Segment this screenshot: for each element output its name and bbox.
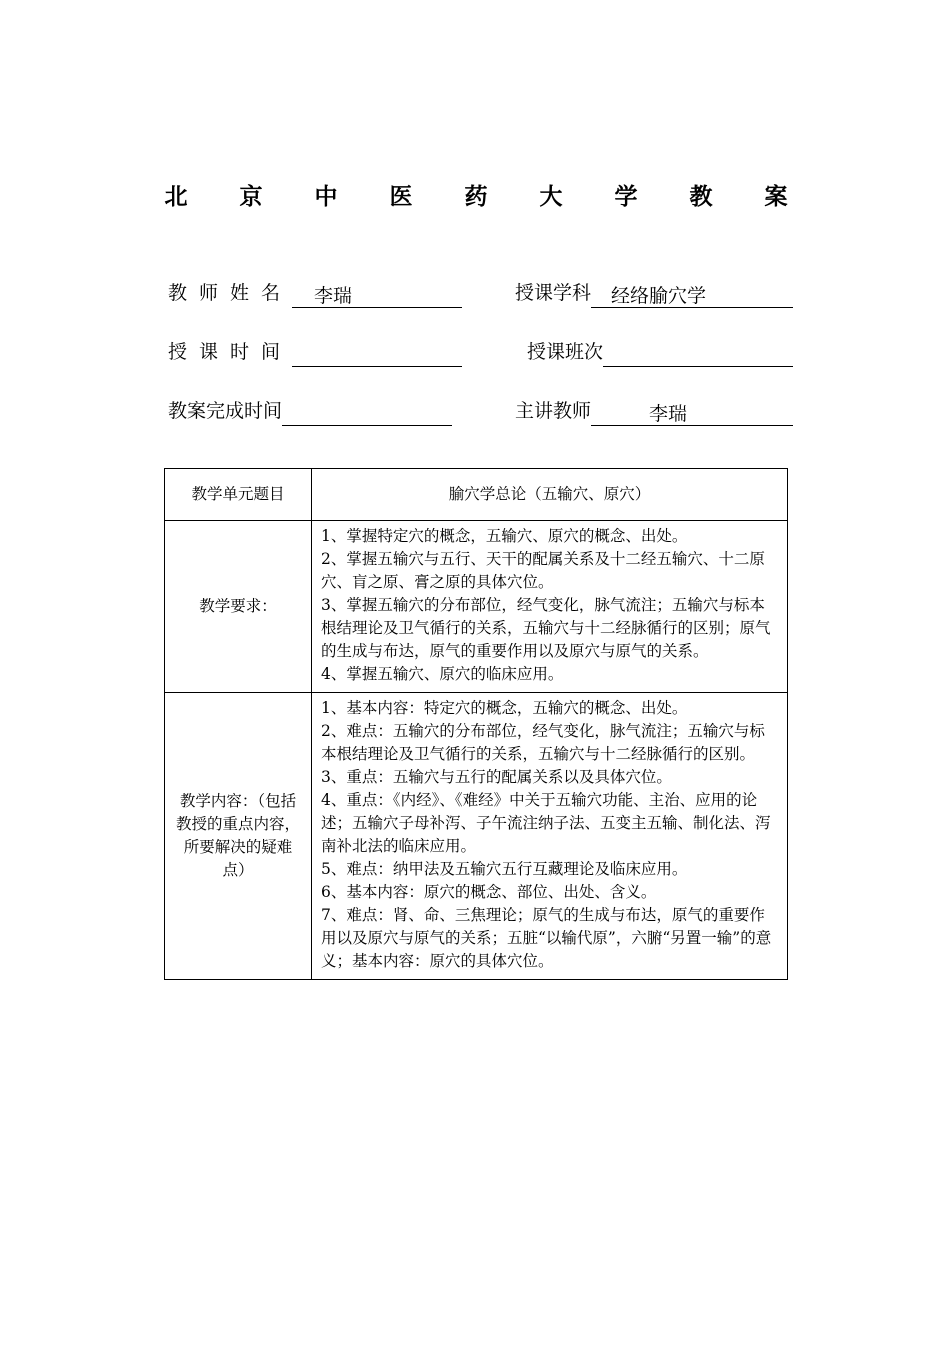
content-row bbox=[165, 693, 788, 980]
class-section-label: 授课班次 bbox=[527, 341, 604, 363]
plan-completion-field bbox=[168, 396, 452, 426]
requirement-item: 2、掌握五输穴与五行、天干的配属关系及十二经五输穴、十二原穴、肓之原、膏之原的具体穴位。 bbox=[321, 550, 765, 591]
lesson-plan-table bbox=[164, 468, 788, 980]
content-item: 2、难点：五输穴的分布部位，经气变化，脉气流注；五输穴与标本根结理论及卫气循行的关系，五输穴与十二经脉循行的区别。 bbox=[321, 722, 765, 763]
content-item: 5、难点：纳甲法及五输穴五行互藏理论及临床应用。 bbox=[321, 860, 688, 878]
requirements-row bbox=[165, 521, 788, 693]
teacher-name-value: 李瑞 bbox=[292, 281, 462, 308]
class-time-field bbox=[168, 337, 462, 367]
class-time-value bbox=[292, 340, 462, 367]
plan-completion-value bbox=[282, 399, 452, 426]
lead-teacher-label: 主讲教师 bbox=[515, 400, 592, 422]
document-title: 北 京 中 医 药 大 学 教 案 bbox=[164, 184, 810, 210]
content-item: 6、基本内容：原穴的概念、部位、出处、含义。 bbox=[321, 883, 657, 901]
content-items bbox=[312, 693, 788, 980]
teacher-name-field bbox=[168, 278, 462, 308]
class-section-field bbox=[527, 337, 793, 367]
content-item: 7、难点：肾、命、三焦理论；原气的生成与布达，原气的重要作用以及原穴与原气的关系；五脏“以输代原”，六腑“另置一输”的意义；基本内容：原穴的具体穴位。 bbox=[321, 906, 772, 970]
plan-completion-label: 教案完成时间 bbox=[168, 400, 283, 422]
requirements-label: 教学要求： bbox=[165, 521, 312, 693]
content-item: 4、重点：《内经》、《难经》中关于五输穴功能、主治、应用的论述；五输穴子母补泻、子午流注纳子法、五变主五输、制化法、泻南补北法的临床应用。 bbox=[321, 791, 771, 855]
content-item: 1、基本内容：特定穴的概念，五输穴的概念、出处。 bbox=[321, 699, 688, 717]
requirement-item: 3、掌握五输穴的分布部位，经气变化，脉气流注；五输穴与标本根结理论及卫气循行的关系，五输穴与十二经脉循行的区别；原气的生成与布达，原气的重要作用以及原穴与原气的关系。 bbox=[321, 596, 771, 660]
class-section-value bbox=[603, 340, 793, 367]
requirement-item: 1、掌握特定穴的概念，五输穴、原穴的概念、出处。 bbox=[321, 527, 688, 545]
requirement-item: 4、掌握五输穴、原穴的临床应用。 bbox=[321, 665, 564, 683]
teacher-name-label: 教师姓名 bbox=[168, 282, 293, 304]
unit-title-label: 教学单元题目 bbox=[165, 469, 312, 521]
requirements-content bbox=[312, 521, 788, 693]
subject-label: 授课学科 bbox=[515, 282, 592, 304]
unit-title-value: 腧穴学总论（五输穴、原穴） bbox=[312, 469, 788, 521]
lead-teacher-value: 李瑞 bbox=[591, 399, 793, 426]
subject-value: 经络腧穴学 bbox=[591, 281, 793, 308]
lead-teacher-field bbox=[515, 396, 793, 426]
content-item: 3、重点：五输穴与五行的配属关系以及具体穴位。 bbox=[321, 768, 672, 786]
class-time-label: 授课时间 bbox=[168, 341, 293, 363]
subject-field bbox=[515, 278, 793, 308]
content-label: 教学内容：（包括教授的重点内容，所要解决的疑难点） bbox=[165, 693, 312, 980]
unit-title-row bbox=[165, 469, 788, 521]
